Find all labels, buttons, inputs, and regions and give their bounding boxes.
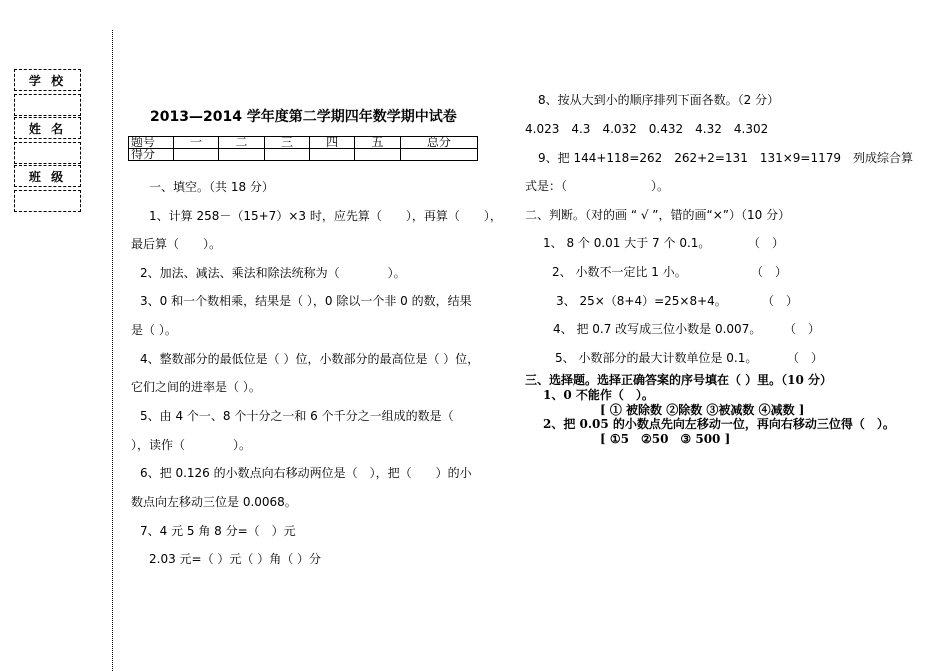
question-8-numbers: 4.023 4.3 4.032 0.432 4.32 4.302 (525, 122, 769, 136)
score-table-header-row (129, 137, 478, 149)
score-header-cell: 一 (174, 137, 219, 149)
class-field-box[interactable] (14, 190, 81, 212)
name-label: 姓 名 (28, 121, 67, 136)
judge-1: 1、 8 个 0.01 大于 7 个 0.1。 (543, 236, 711, 250)
score-row-label: 得分 (129, 149, 174, 161)
score-cell[interactable] (264, 149, 309, 161)
score-table (128, 136, 478, 161)
name-label-box (14, 117, 81, 139)
question-6-line2: 数点向左移动三位是 0.0068。 (131, 495, 297, 509)
score-cell[interactable] (309, 149, 354, 161)
question-7-line2: 2.03 元=（ ）元（ ）角（ ）分 (149, 552, 322, 566)
question-3-line1: 3、0 和一个数相乘，结果是（ ），0 除以一个非 0 的数，结果 (140, 294, 472, 308)
exam-title: 2013—2014 学年度第二学期四年数学期中试卷 (150, 109, 457, 125)
choice-1: 1、0 不能作（ ）。 (543, 388, 654, 402)
judge-3: 3、 25×（8+4）=25×8+4。 (556, 294, 727, 308)
question-3-line2: 是（ ）。 (131, 323, 177, 337)
class-label: 班 级 (28, 169, 67, 184)
question-4-line2: 它们之间的进率是（ ）。 (131, 380, 261, 394)
score-header-cell: 题号 (129, 137, 174, 149)
question-2: 2、加法、减法、乘法和除法统称为（ ）。 (140, 266, 406, 280)
binding-line (112, 30, 113, 671)
choice-1-options: [ ① 被除数 ②除数 ③被减数 ④减数 ] (600, 403, 805, 417)
question-4-line1: 4、整数部分的最低位是（ ）位，小数部分的最高位是（ ）位， (140, 352, 480, 366)
score-cell[interactable] (219, 149, 264, 161)
question-5-line1: 5、由 4 个一、8 个十分之一和 6 个千分之一组成的数是（ (140, 409, 454, 423)
question-7-line1: 7、4 元 5 角 8 分=（ ）元 (140, 524, 296, 538)
score-cell[interactable] (400, 149, 477, 161)
judge-2-answer[interactable]: （ ） (751, 265, 788, 279)
score-header-cell: 二 (219, 137, 264, 149)
score-header-cell: 四 (309, 137, 354, 149)
question-9-line2: 式是：（ ）。 (525, 179, 670, 193)
judge-5: 5、 小数部分的最大计数单位是 0.1。 (555, 351, 758, 365)
judge-5-answer[interactable]: （ ） (787, 351, 824, 365)
section1-heading: 一、填空。（共 18 分） (149, 180, 274, 194)
score-header-cell: 三 (264, 137, 309, 149)
judge-2: 2、 小数不一定比 1 小。 (552, 265, 687, 279)
question-9-line1: 9、把 144+118=262 262+2=131 131×9=1179 列成综合算 (538, 151, 914, 165)
question-5-line2: ），读作（ ）。 (131, 438, 252, 452)
question-1-line2: 最后算（ ）。 (131, 237, 222, 251)
name-field-box[interactable] (14, 142, 81, 164)
school-field-box[interactable] (14, 94, 81, 116)
question-8: 8、按从大到小的顺序排列下面各数。（2 分） (538, 93, 780, 107)
score-cell[interactable] (174, 149, 219, 161)
school-label: 学 校 (28, 73, 67, 88)
question-6-line1: 6、把 0.126 的小数点向右移动两位是（ ），把（ ）的小 (140, 466, 472, 480)
score-header-cell: 总分 (400, 137, 477, 149)
section2-heading: 二、判断。（对的画 “ √ ”，错的画“×”）（10 分） (525, 208, 791, 222)
score-header-cell: 五 (355, 137, 400, 149)
judge-3-answer[interactable]: （ ） (762, 294, 799, 308)
judge-1-answer[interactable]: （ ） (748, 236, 785, 250)
section3-heading: 三、选择题。选择正确答案的序号填在（ ）里。（10 分） (525, 373, 833, 387)
class-label-box (14, 165, 81, 187)
choice-2-options: [ ①5 ②50 ③ 500 ] (600, 432, 731, 446)
judge-4-answer[interactable]: （ ） (784, 322, 821, 336)
judge-4: 4、 把 0.7 改写成三位小数是 0.007。 (553, 322, 762, 336)
question-1-line1: 1、计算 258－（15+7）×3 时，应先算（ ），再算（ ）， (149, 209, 502, 223)
score-cell[interactable] (355, 149, 400, 161)
choice-2: 2、把 0.05 的小数点先向左移动一位，再向右移动三位得（ ）。 (543, 417, 895, 431)
score-table-row (129, 149, 478, 161)
school-label-box (14, 69, 81, 91)
